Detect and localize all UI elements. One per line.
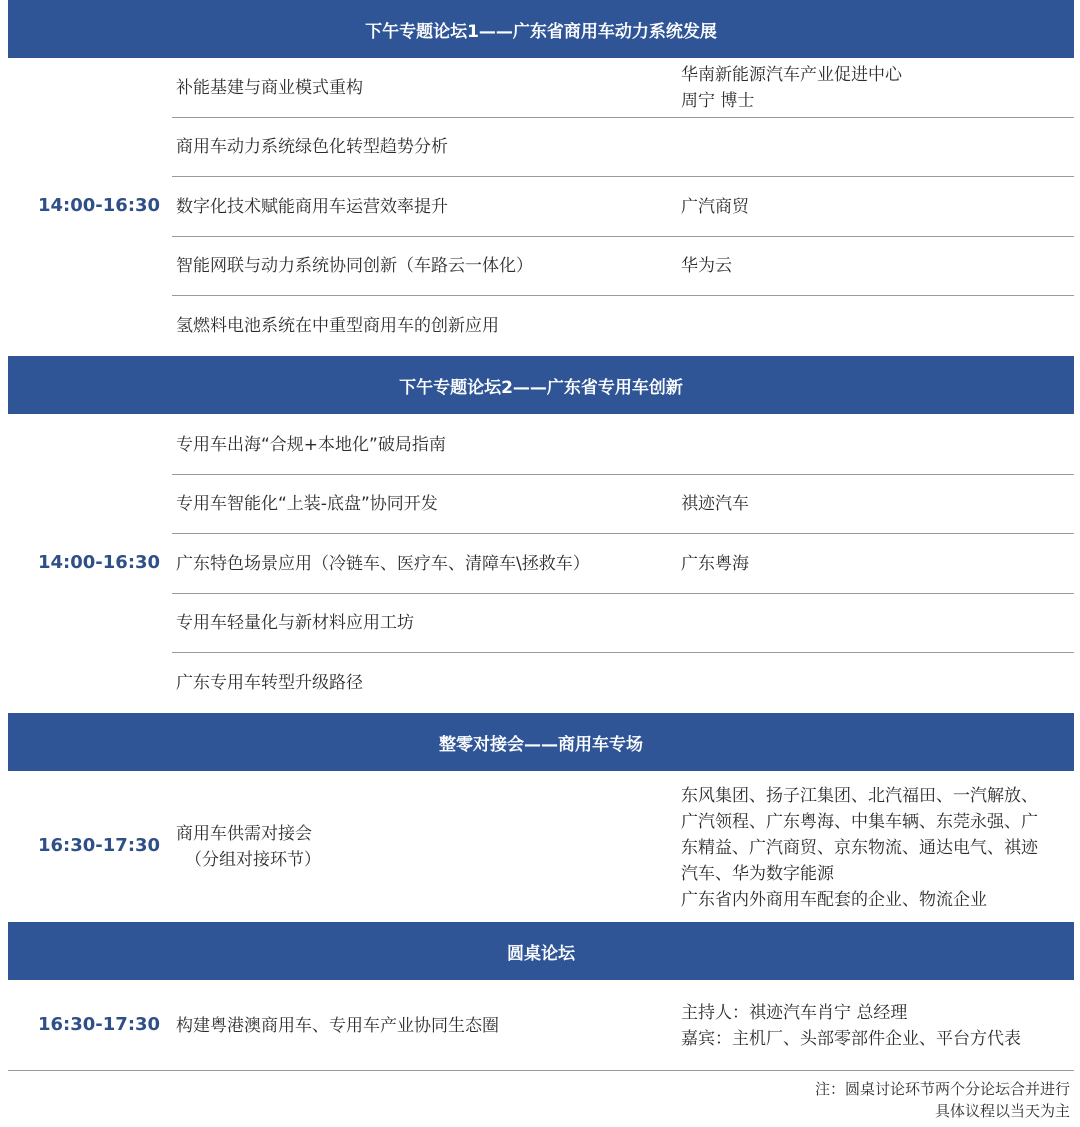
- topic-line: （分组对接环节）: [185, 850, 321, 870]
- speaker-line: 汽车、华为数字能源: [681, 864, 834, 884]
- speaker-line: 东风集团、扬子江集团、北汽福田、一汽解放、: [681, 786, 1038, 806]
- speaker-line: 主持人：祺迹汽车肖宁 总经理: [681, 1003, 908, 1023]
- topic-2-4: 专用车轻量化与新材料应用工坊: [176, 613, 414, 633]
- topic-2-1: 专用车出海“合规+本地化”破局指南: [176, 435, 446, 455]
- speaker-line: 广东省内外商用车配套的企业、物流企业: [681, 890, 987, 910]
- section-2-banner: [8, 356, 1074, 414]
- speaker-line: 广汽领程、广东粤海、中集车辆、东莞永强、广: [681, 812, 1038, 832]
- speaker-2-3: 广东粤海: [681, 554, 749, 574]
- section-4-time: 16:30-17:30: [38, 1014, 161, 1035]
- topic-1-2: 商用车动力系统绿色化转型趋势分析: [176, 137, 448, 157]
- speaker-line: 嘉宾：主机厂、头部零部件企业、平台方代表: [681, 1029, 1021, 1049]
- section-3-time: 16:30-17:30: [38, 835, 161, 856]
- topic-line: 商用车供需对接会: [176, 824, 312, 844]
- topic-2-3: 广东特色场景应用（冷链车、医疗车、清障车\拯救车）: [176, 554, 590, 574]
- topic-1-3: 数字化技术赋能商用车运营效率提升: [176, 197, 448, 217]
- section-4-banner: [8, 922, 1074, 980]
- row-divider: [172, 593, 1074, 594]
- section-3-banner: [8, 713, 1074, 771]
- row-divider: [172, 295, 1074, 296]
- speaker-1-4: 华为云: [681, 256, 732, 276]
- topic-4-1: 构建粤港澳商用车、专用车产业协同生态圈: [176, 1016, 499, 1036]
- section-4-title: 圆桌论坛: [507, 943, 575, 964]
- section-1-time: 14:00-16:30: [38, 195, 161, 216]
- section-1-title: 下午专题论坛1——广东省商用车动力系统发展: [365, 21, 717, 42]
- topic-2-2: 专用车智能化“上装-底盘”协同开发: [176, 494, 438, 514]
- speaker-1-3: 广汽商贸: [681, 197, 749, 217]
- section-1-banner: [8, 0, 1074, 58]
- bottom-divider: [8, 1070, 1074, 1071]
- section-2-title: 下午专题论坛2——广东省专用车创新: [399, 377, 683, 398]
- row-divider: [172, 176, 1074, 177]
- topic-1-4: 智能网联与动力系统协同创新（车路云一体化）: [176, 256, 533, 276]
- speaker-2-2: 祺迹汽车: [681, 494, 749, 514]
- row-divider: [172, 474, 1074, 475]
- footnote: [815, 1078, 1070, 1122]
- topic-3-1: [176, 821, 321, 873]
- topic-2-5: 广东专用车转型升级路径: [176, 673, 363, 693]
- section-3-title: 整零对接会——商用车专场: [439, 734, 643, 755]
- speaker-1-1: [681, 62, 902, 114]
- footnote-line: 注：圆桌讨论环节两个分论坛合并进行: [814, 1080, 1070, 1098]
- topic-1-5: 氢燃料电池系统在中重型商用车的创新应用: [176, 316, 499, 336]
- speaker-4-1: [681, 1000, 1021, 1052]
- row-divider: [172, 117, 1074, 118]
- speaker-3-1: [681, 783, 1038, 913]
- footnote-line: 具体议程以当天为主: [934, 1102, 1070, 1120]
- speaker-line: 华南新能源汽车产业促进中心: [681, 65, 902, 85]
- speaker-line: 周宁 博士: [681, 91, 755, 111]
- row-divider: [172, 236, 1074, 237]
- speaker-line: 东精益、广汽商贸、京东物流、通达电气、祺迹: [681, 838, 1038, 858]
- section-2-time: 14:00-16:30: [38, 552, 161, 573]
- row-divider: [172, 652, 1074, 653]
- row-divider: [172, 533, 1074, 534]
- topic-1-1: 补能基建与商业模式重构: [176, 78, 363, 98]
